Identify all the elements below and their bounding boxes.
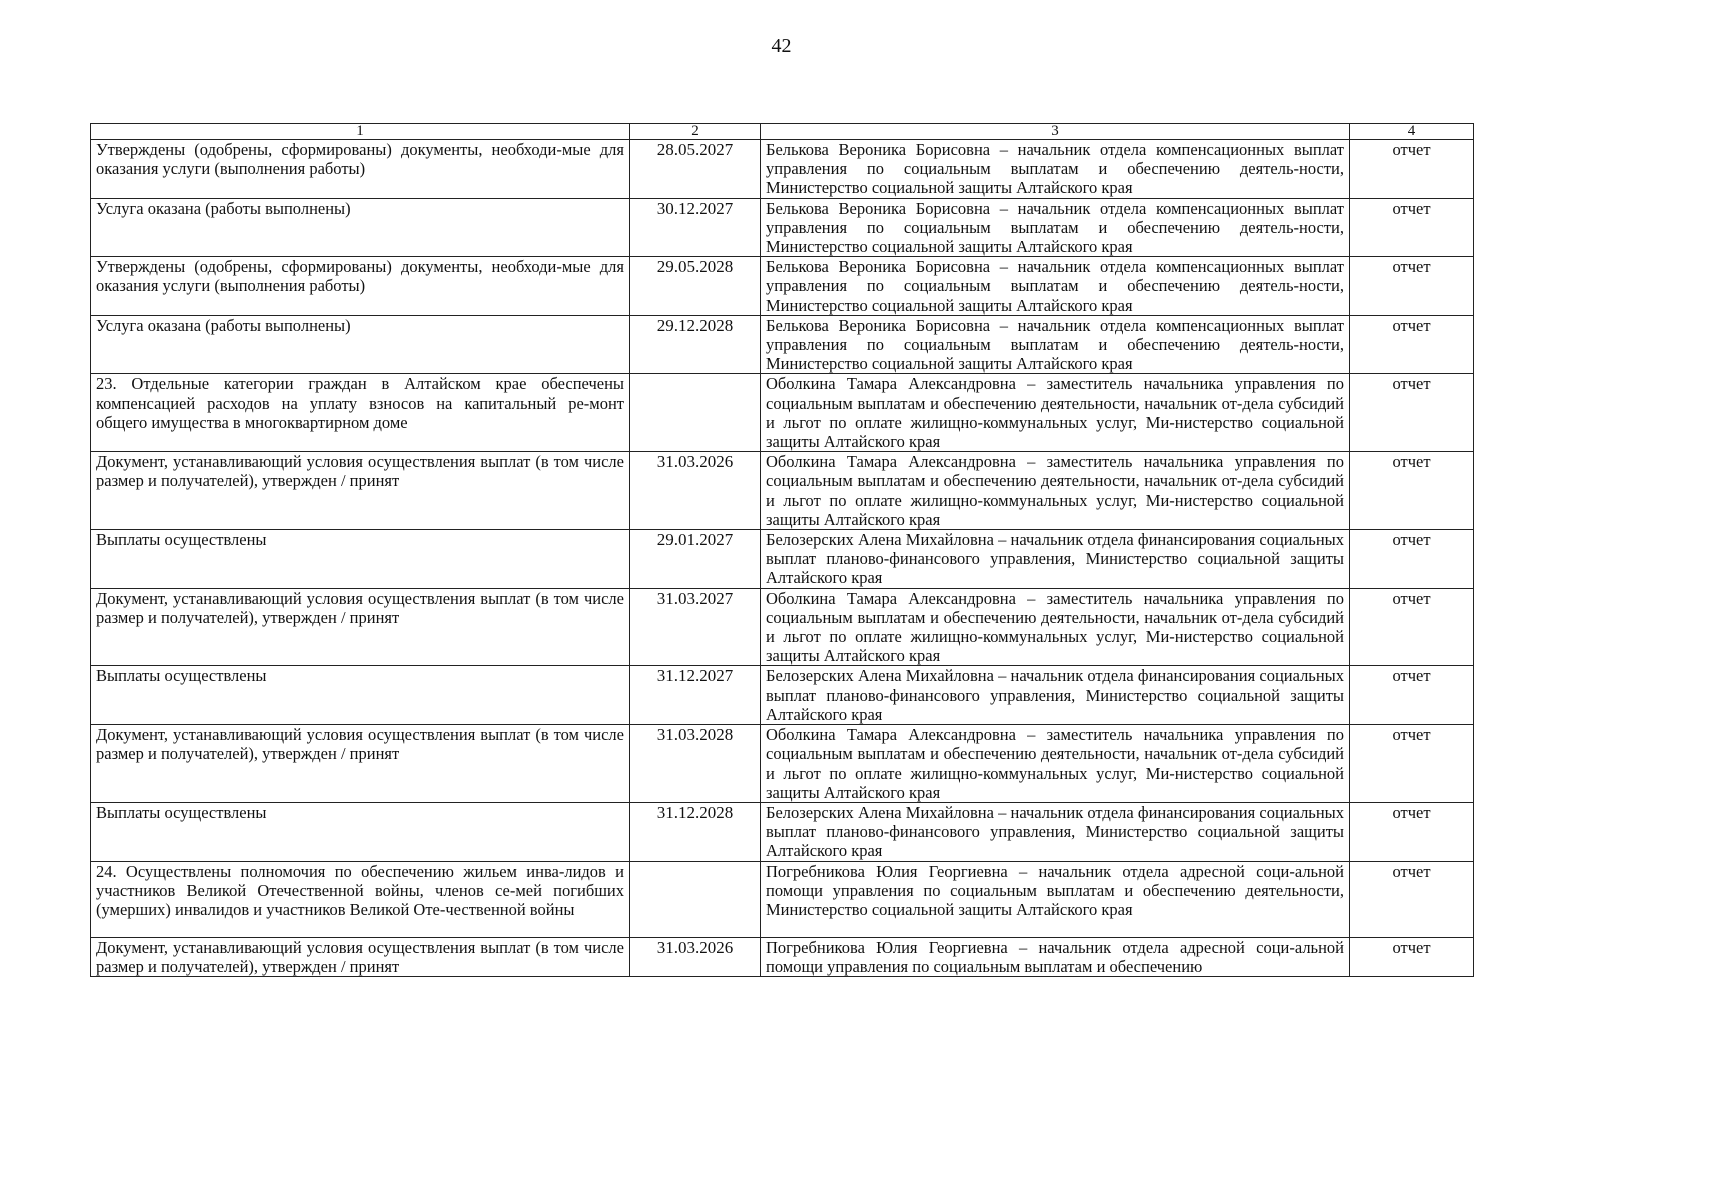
control-type-cell: отчет [1350,257,1474,316]
date-cell [630,861,761,937]
date-cell: 28.05.2027 [630,140,761,199]
table-row [91,374,1474,452]
responsible-cell: Белькова Вероника Борисовна – начальник отдела компенсационных выплат управления по социальным выплатам и обеспечению деятель-ности, Министерство социальной защиты Алтайского края [761,257,1350,316]
responsible-cell: Белозерских Алена Михайловна – начальник отдела финансирования социальных выплат планово-финансового управления, Министерство социальной защиты Алтайского края [761,802,1350,861]
date-cell: 31.12.2027 [630,666,761,725]
control-type-cell: отчет [1350,861,1474,937]
table-header-row [91,124,1474,140]
header-col-4: 4 [1350,124,1474,140]
date-cell: 30.12.2027 [630,198,761,257]
control-type-cell: отчет [1350,374,1474,452]
task-cell: Документ, устанавливающий условия осуществления выплат (в том числе размер и получателей), утвержден / принят [91,452,630,530]
task-cell: Выплаты осуществлены [91,530,630,589]
responsible-cell: Погребникова Юлия Георгиевна – начальник отдела адресной соци-альной помощи управления по социальным выплатам и обеспечению деятельности, Министерство социальной защиты Алтайского края [761,861,1350,937]
control-type-cell: отчет [1350,666,1474,725]
date-cell: 31.03.2026 [630,452,761,530]
date-cell: 29.05.2028 [630,257,761,316]
control-type-cell: отчет [1350,937,1474,976]
responsible-cell: Белькова Вероника Борисовна – начальник отдела компенсационных выплат управления по социальным выплатам и обеспечению деятель-ности, Министерство социальной защиты Алтайского края [761,198,1350,257]
date-cell: 31.03.2026 [630,937,761,976]
table-row [91,588,1474,666]
responsible-cell: Оболкина Тамара Александровна – заместитель начальника управления по социальным выплатам и обеспечению деятельности, начальник от-дела субсидий и льгот по оплате жилищно-коммунальных услуг, Ми-нистерство социальной защиты Алтайского края [761,725,1350,803]
control-type-cell: отчет [1350,140,1474,199]
header-col-3: 3 [761,124,1350,140]
table-row [91,198,1474,257]
task-cell: Документ, устанавливающий условия осуществления выплат (в том числе размер и получателей), утвержден / принят [91,725,630,803]
table-row [91,315,1474,374]
page-number: 42 [771,35,792,57]
table-row [91,937,1474,976]
control-type-cell: отчет [1350,530,1474,589]
control-type-cell: отчет [1350,588,1474,666]
control-type-cell: отчет [1350,725,1474,803]
task-cell: Выплаты осуществлены [91,802,630,861]
task-cell: Услуга оказана (работы выполнены) [91,198,630,257]
header-col-2: 2 [630,124,761,140]
table-row [91,861,1474,937]
task-cell: Утверждены (одобрены, сформированы) документы, необходи-мые для оказания услуги (выполнения работы) [91,140,630,199]
date-cell: 31.03.2027 [630,588,761,666]
responsible-cell: Белькова Вероника Борисовна – начальник отдела компенсационных выплат управления по социальным выплатам и обеспечению деятель-ности, Министерство социальной защиты Алтайского края [761,140,1350,199]
task-cell: 23. Отдельные категории граждан в Алтайском крае обеспечены компенсацией расходов на уплату взносов на капитальный ре-монт общего имущества в многоквартирном доме [91,374,630,452]
control-type-cell: отчет [1350,802,1474,861]
task-cell: Услуга оказана (работы выполнены) [91,315,630,374]
date-cell: 31.12.2028 [630,802,761,861]
task-cell: 24. Осуществлены полномочия по обеспечению жильем инва-лидов и участников Великой Отечественной войны, членов се-мей погибших (умерших) инвалидов и участников Великой Оте-чественной войны [91,861,630,937]
task-cell: Документ, устанавливающий условия осуществления выплат (в том числе размер и получателей), утвержден / принят [91,937,630,976]
table-row [91,725,1474,803]
date-cell: 31.03.2028 [630,725,761,803]
document-table [90,123,1474,977]
table-row [91,140,1474,199]
header-col-1: 1 [91,124,630,140]
responsible-cell: Оболкина Тамара Александровна – заместитель начальника управления по социальным выплатам и обеспечению деятельности, начальник от-дела субсидий и льгот по оплате жилищно-коммунальных услуг, Ми-нистерство социальной защиты Алтайского края [761,588,1350,666]
responsible-cell: Погребникова Юлия Георгиевна – начальник отдела адресной соци-альной помощи управления по социальным выплатам и обеспечению [761,937,1350,976]
responsible-cell: Белозерских Алена Михайловна – начальник отдела финансирования социальных выплат планово-финансового управления, Министерство социальной защиты Алтайского края [761,530,1350,589]
table-row [91,257,1474,316]
task-cell: Выплаты осуществлены [91,666,630,725]
control-type-cell: отчет [1350,452,1474,530]
control-type-cell: отчет [1350,198,1474,257]
table-row [91,530,1474,589]
responsible-cell: Оболкина Тамара Александровна – заместитель начальника управления по социальным выплатам и обеспечению деятельности, начальник от-дела субсидий и льгот по оплате жилищно-коммунальных услуг, Ми-нистерство социальной защиты Алтайского края [761,374,1350,452]
date-cell [630,374,761,452]
task-cell: Утверждены (одобрены, сформированы) документы, необходи-мые для оказания услуги (выполнения работы) [91,257,630,316]
task-cell: Документ, устанавливающий условия осуществления выплат (в том числе размер и получателей), утвержден / принят [91,588,630,666]
date-cell: 29.01.2027 [630,530,761,589]
date-cell: 29.12.2028 [630,315,761,374]
table-row [91,802,1474,861]
responsible-cell: Белозерских Алена Михайловна – начальник отдела финансирования социальных выплат планово-финансового управления, Министерство социальной защиты Алтайского края [761,666,1350,725]
table-row [91,452,1474,530]
responsible-cell: Белькова Вероника Борисовна – начальник отдела компенсационных выплат управления по социальным выплатам и обеспечению деятель-ности, Министерство социальной защиты Алтайского края [761,315,1350,374]
responsible-cell: Оболкина Тамара Александровна – заместитель начальника управления по социальным выплатам и обеспечению деятельности, начальник от-дела субсидий и льгот по оплате жилищно-коммунальных услуг, Ми-нистерство социальной защиты Алтайского края [761,452,1350,530]
control-type-cell: отчет [1350,315,1474,374]
table-row [91,666,1474,725]
